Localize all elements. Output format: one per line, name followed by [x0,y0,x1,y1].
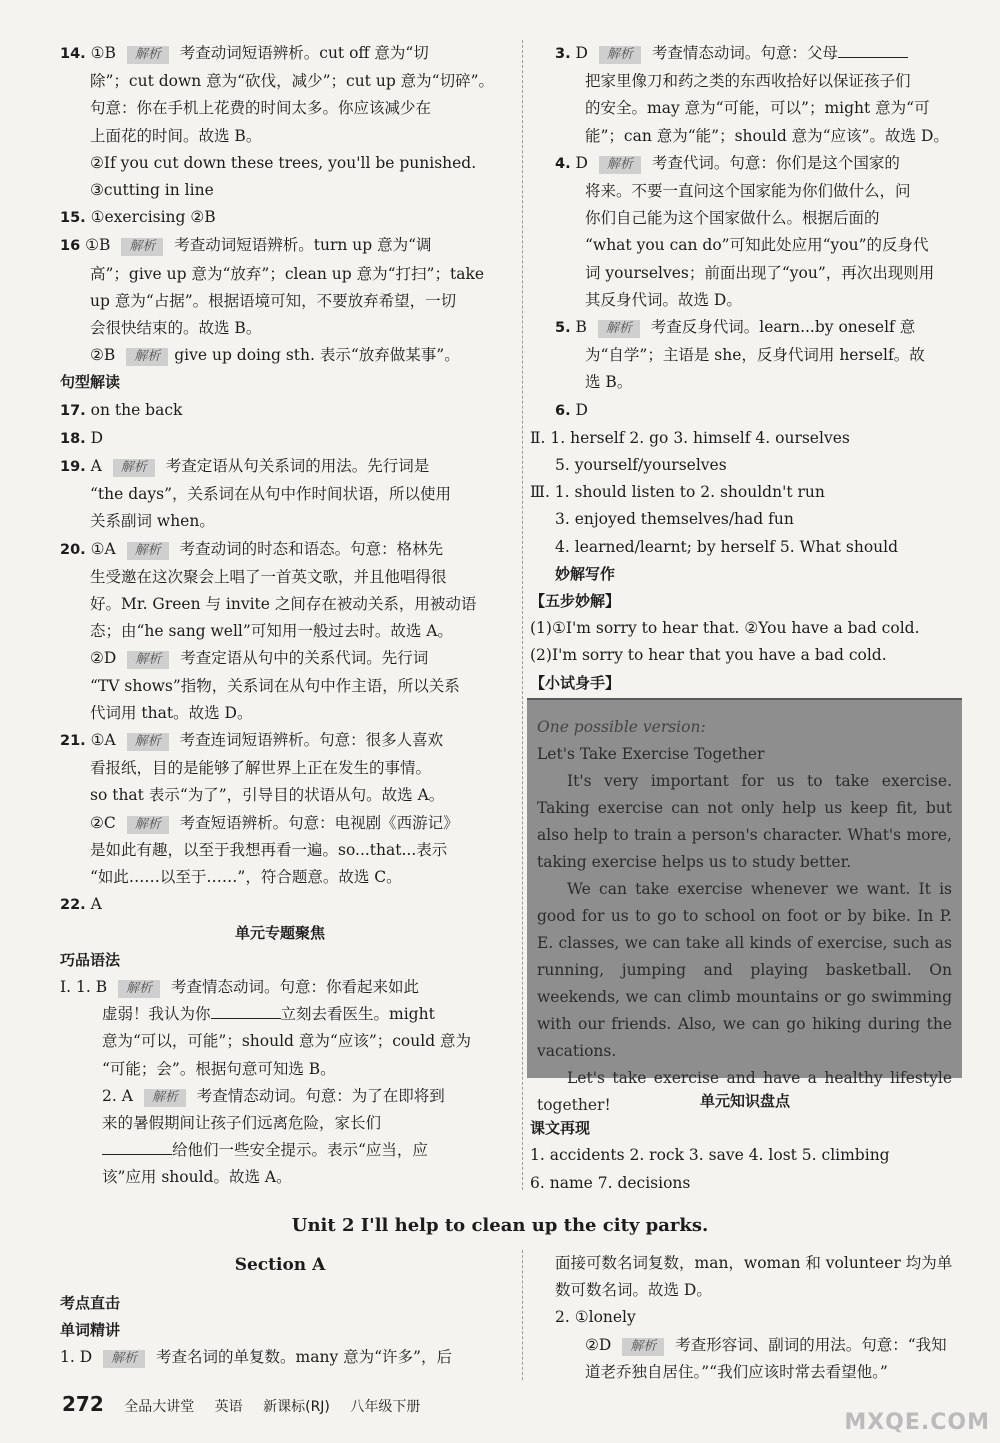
text-line: “TV shows”指物，关系词在从句中作主语，所以关系 [90,676,460,695]
text-line: 该”应用 should。故选 A。 [102,1168,292,1187]
text-line: 19. A 解析 考查定语从句关系词的用法。先行词是 [60,457,430,476]
analysis-tag: 解析 [113,459,155,477]
text-line: 词 yourselves；前面出现了“you”，再次出现则用 [585,263,935,282]
text-line: “what you can do”可知此处应用“you”的反身代 [585,236,929,255]
text-line: 会很快结束的。故选 B。 [90,319,262,338]
analysis-tag: 解析 [127,651,169,669]
subject: 英语 [214,1399,243,1415]
analysis-tag: 解析 [127,816,169,834]
book-name: 全品大讲堂 [124,1399,195,1415]
text-line: 看报纸，目的是能够了解世界上正在发生的事情。 [90,759,432,778]
answers-block-3 [60,974,500,1192]
heading-writing: 妙解写作 [555,564,616,583]
text-line: 好。Mr. Green 与 invite 之间存在被动关系，用被动语 [90,595,477,614]
edition: 新课标(RJ) [263,1399,330,1415]
answers-block-1 [60,40,500,369]
text-line: 道老乔独自居住。”“我们应该时常去看望他。” [585,1362,888,1381]
text-line: Ⅲ. 1. should listen to 2. shouldn't run [530,483,825,502]
text-line: 1. D 解析 考查名词的单复数。many 意为“许多”，后 [60,1348,452,1367]
essay-paragraph-1: It's very important for us to take exercise. Taking exercise can not only help us keep fit, but also help to train a person's character. What's more, taking exercise helps us to study better. [537,772,952,871]
text-line: 的安全。may 意为“可能，可以”；might 意为“可 [585,99,930,118]
watermark: MXQE.COM [844,1410,990,1435]
answers-block-2 [60,397,500,920]
right-column [530,40,965,697]
text-line: 把家里像刀和药之类的东西收拾好以保证孩子们 [585,72,911,91]
essay-label: One possible version: [537,718,706,736]
analysis-tag: 解析 [127,542,169,560]
text-line: 句意：你在手机上花费的时间太多。你应该减少在 [90,99,432,118]
text-line: 意为“可以，可能”；should 意为“应该”；could 意为 [102,1032,472,1051]
essay-paragraph-3: Let's take exercise and have a healthy lifestyle together! [537,1069,952,1114]
answers-block-bottom-right [555,1250,965,1386]
analysis-tag: 解析 [121,238,163,256]
text-line: 数可数名词。故选 D。 [555,1281,712,1300]
text-line: Ⅰ. 1. B 解析 考查情态动词。句意：你看起来如此 [60,977,419,996]
analysis-tag: 解析 [598,320,640,338]
text-line: 5. B 解析 考查反身代词。learn...by oneself 意 [555,318,916,337]
analysis-tag: 解析 [622,1338,664,1356]
analysis-tag: 解析 [599,46,641,64]
analysis-tag: 解析 [127,733,169,751]
unit-title: Unit 2 I'll help to clean up the city parks. [291,1215,709,1236]
text-line: ②If you cut down these trees, you'll be punished. [90,153,477,172]
text-line: 能”；can 意为“能”；should 意为“应该”。故选 D。 [585,126,949,145]
text-line: “可能；会”。根据句意可知选 B。 [102,1059,336,1078]
heading-words: 单词精讲 [60,1321,121,1340]
text-line: 6. name 7. decisions [530,1173,691,1192]
heading-five-steps: 【五步妙解】 [530,592,621,611]
text-line: 其反身代词。故选 D。 [585,290,742,309]
text-line: up 意为“占据”。根据语境可知，不要放弃希望，一切 [90,291,457,310]
page-footer [62,1392,436,1416]
text-line: 22. A [60,895,102,914]
text-line: 1. accidents 2. rock 3. save 4. lost 5. climbing [530,1146,890,1165]
text-line: ②D 解析 考查形容词、副词的用法。句意：“我知 [585,1335,947,1354]
text-line: 代词用 that。故选 D。 [90,703,253,722]
column-divider [522,40,523,1190]
text-line: 高”；give up 意为“放弃”；clean up 意为“打扫”；take [90,264,485,283]
text-line: (2)I'm sorry to hear that you have a bad cold. [530,646,887,665]
heading-exam-points: 考点直击 [60,1294,121,1312]
analysis-tag: 解析 [127,46,169,64]
text-line: 给他们一些安全提示。表示“应当，应 [60,1137,500,1164]
answer-blank [211,1004,281,1019]
text-line: 将来。不要一直问这个国家能为你们做什么，问 [585,182,911,201]
text-line: 2. A 解析 考查情态动词。句意：为了在即将到 [102,1086,445,1105]
text-line: 上面花的时间。故选 B。 [90,126,262,145]
text-line: 16 ①B 解析 考查动词短语辨析。turn up 意为“调 [60,236,432,255]
text-line: 6. D [555,400,588,419]
answer-blank [102,1140,172,1155]
text-line: 18. D [60,428,104,447]
heading-try: 【小试身手】 [530,673,621,692]
text-line: “the days”，关系词在从句中作时间状语，所以使用 [90,485,452,504]
answers-block-right-1 [530,40,965,561]
text-line: (1)①I'm sorry to hear that. ②You have a bad cold. [530,619,920,638]
left-column [60,40,500,1192]
text-line: 21. ①A 解析 考查连词短语辨析。句意：很多人喜欢 [60,731,444,750]
heading-unit-focus: 单元专题聚焦 [234,923,325,942]
text-line: 除”；cut down 意为“砍伐，减少”；cut up 意为“切碎”。 [90,72,495,91]
text-line: ②D 解析 考查定语从句中的关系代词。先行词 [90,649,429,668]
text-line: 关系副词 when。 [90,512,215,531]
knowledge-review [530,1088,960,1197]
essay-title: Let's Take Exercise Together [537,745,765,763]
text-line: 2. ①lonely [555,1308,636,1327]
bottom-left-block [60,1290,500,1372]
text-line: 20. ①A 解析 考查动词的时态和语态。句意：格林先 [60,539,444,558]
text-line: 态；由“he sang well”可知用一般过去时。故选 A。 [90,622,453,641]
text-line: ②C 解析 考查短语辨析。句意：电视剧《西游记》 [90,813,459,832]
text-line: ③cutting in line [90,181,214,200]
text-line: 是如此有趣，以至于我想再看一遍。so...that...表示 [90,840,448,859]
text-line: 5. yourself/yourselves [555,456,727,475]
text-line: 虚弱！我认为你 立刻去看医生。might [102,1005,435,1024]
text-line: 15. ①exercising ②B [60,208,216,227]
answers-block-bottom-left [60,1344,500,1371]
bottom-right-block [555,1250,965,1386]
analysis-tag: 解析 [144,1089,186,1107]
analysis-tag: 解析 [599,156,641,174]
text-line: 3. enjoyed themselves/had fun [555,510,794,529]
text-line: 生受邀在这次聚会上唱了一首英文歌，并且他唱得很 [90,567,447,586]
text-line: 14. ①B 解析 考查动词短语辨析。cut off 意为“切 [60,44,429,62]
column-divider-lower [522,1250,523,1380]
text-line: 4. learned/learnt; by herself 5. What should [555,537,899,556]
text-line: “如此……以至于……”，符合题意。故选 C。 [90,868,402,887]
text-line: 4. D 解析 考查代词。句意：你们是这个国家的 [555,153,900,172]
text-line: so that 表示“为了”，引导目的状语从句。故选 A。 [90,786,445,805]
text-line: Ⅱ. 1. herself 2. go 3. himself 4. ourselves [530,428,850,447]
section-title: Section A [234,1255,326,1275]
page-number: 272 [62,1392,104,1416]
heading-sentence-analysis: 句型解读 [60,373,121,392]
text-line: 为“自学”；主语是 she，反身代词用 herself。故 [585,346,925,365]
heading-text-review: 课文再现 [530,1119,591,1138]
essay-paragraph-2: We can take exercise whenever we want. It is good for us to go to school on foot or by bike. In P. E. classes, we can take all kinds of exercise, such as running, jumping and playing basketball. On weekends, we can climb mountains or go swimming with our friends. Also, we can go hiking during the vacations. [537,880,952,1060]
text-line: 面接可数名词复数，man，woman 和 volunteer 均为单 [555,1254,953,1272]
grade: 八年级下册 [350,1399,421,1415]
analysis-tag: 解析 [103,1350,145,1368]
text-line: 17. on the back [60,400,183,419]
text-line: 选 B。 [585,373,633,392]
text-line: ②B 解析 give up doing sth. 表示“放弃做某事”。 [90,346,460,365]
answer-blank [838,43,908,58]
analysis-tag: 解析 [126,348,168,366]
analysis-tag: 解析 [118,980,160,998]
answers-block-right-2 [530,615,965,669]
text-line: 你们自己能为这个国家做什么。根据后面的 [585,209,880,228]
answers-block-right-3 [530,1142,960,1196]
heading-grammar: 巧品语法 [60,950,121,969]
heading-knowledge-review: 单元知识盘点 [699,1092,790,1110]
text-line: 3. D 解析 考查情态动词。句意：父母 [555,40,965,68]
text-line: 来的暑假期间让孩子们远离危险，家长们 [102,1113,382,1132]
